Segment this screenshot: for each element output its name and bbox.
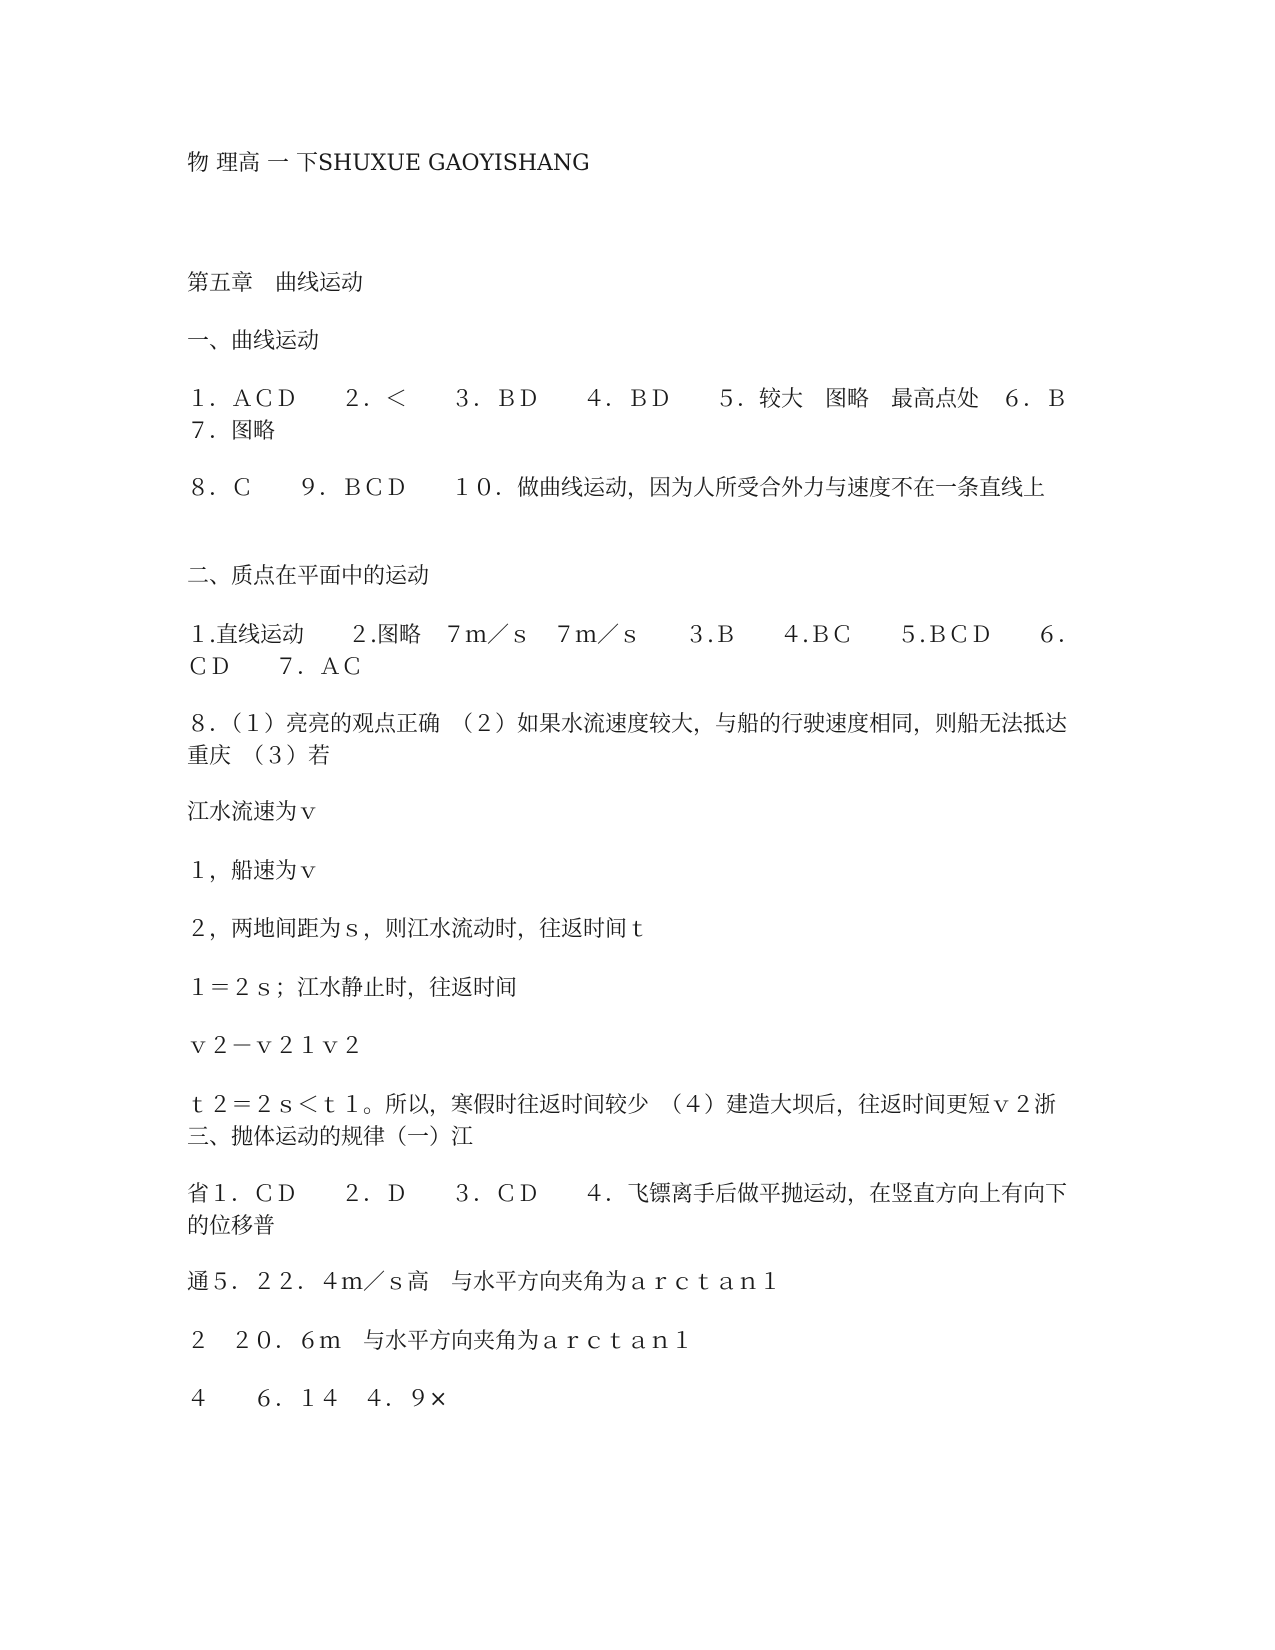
- answer-paragraph: １．ＡＣＤ ２．＜ ３．ＢＤ ４．ＢＤ ５．较大 图略 最高点处 ６．Ｂ ７．图略: [187, 387, 1112, 444]
- answer-paragraph: ２，两地间距为ｓ，则江水流动时，往返时间ｔ: [187, 917, 650, 942]
- page-header: 物 理高 一 下SHUXUE GAOYISHANG: [187, 151, 590, 176]
- answer-paragraph: ２ ２０．６ｍ 与水平方向夹角为ａｒｃｔａｎ１: [187, 1329, 694, 1354]
- answer-paragraph: 通５．２２．４ｍ／ｓ高 与水平方向夹角为ａｒｃｔａｎ１: [187, 1270, 782, 1295]
- answer-paragraph: １，船速为ｖ: [187, 859, 320, 884]
- section-heading-plane-motion: 二、质点在平面中的运动: [187, 564, 430, 589]
- answer-paragraph: １.直线运动 ２.图略 ７ｍ／ｓ ７ｍ／ｓ ３.Ｂ ４.ＢＣ ５.ＢＣＤ ６．ＣＤ ７．ＡＣ: [187, 623, 1080, 680]
- answer-paragraph: １＝２ｓ；江水静止时，往返时间: [187, 976, 518, 1001]
- answer-paragraph: ８．Ｃ ９．ＢＣＤ １０．做曲线运动，因为人所受合外力与速度不在一条直线上: [187, 476, 1046, 501]
- answer-paragraph: ４ ６．１４ ４．９×: [187, 1387, 448, 1412]
- answer-paragraph: 省１．ＣＤ ２．Ｄ ３．ＣＤ ４．飞镖离手后做平抛运动，在竖直方向上有向下的位移普: [187, 1182, 1068, 1239]
- section-heading-curve-motion: 一、曲线运动: [187, 329, 320, 354]
- answer-paragraph: 江水流速为ｖ: [187, 800, 320, 825]
- answer-paragraph: ｔ２＝２ｓ＜ｔ１。所以，寒假时往返时间较少 （４）建造大坝后，往返时间更短ｖ２浙三、抛体运动的规律（一）江: [187, 1093, 1057, 1150]
- formula-fragment: ｖ２－ｖ２１ｖ２: [187, 1034, 364, 1059]
- chapter-title: 第五章 曲线运动: [187, 271, 364, 296]
- answer-paragraph: ８．（１）亮亮的观点正确 （２）如果水流速度较大，与船的行驶速度相同，则船无法抵达重庆 （３）若: [187, 712, 1068, 769]
